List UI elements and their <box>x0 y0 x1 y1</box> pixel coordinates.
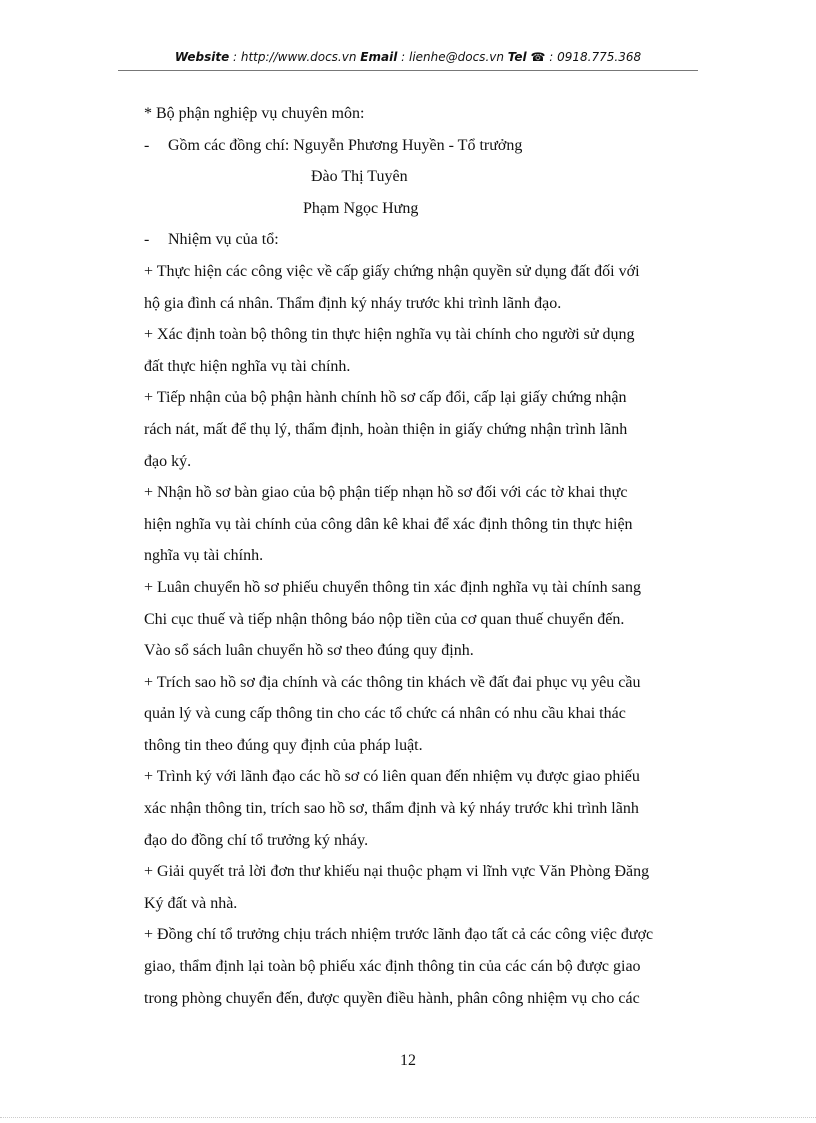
text-line: Ký đất và nhà. <box>144 894 238 912</box>
section-heading: * Bộ phận nghiệp vụ chuyên môn: <box>144 105 365 122</box>
dash-bullet: - <box>144 136 150 154</box>
text-line: + Nhận hồ sơ bàn giao của bộ phận tiếp nhạn hồ sơ đối với các tờ khai thực <box>144 484 628 502</box>
text-line: rách nát, mất để thụ lý, thẩm định, hoàn thiện in giấy chứng nhận trình lãnh <box>144 420 628 438</box>
duties-text <box>144 256 704 1014</box>
header-divider <box>118 70 698 71</box>
text-line: hiện nghĩa vụ tài chính của công dân kê khai để xác định thông tin thực hiện <box>144 515 633 533</box>
text-line: đất thực hiện nghĩa vụ tài chính. <box>144 357 351 375</box>
text-line: thông tin theo đúng quy định của pháp luật. <box>144 736 423 754</box>
text-line: Vào sổ sách luân chuyển hồ sơ theo đúng quy định. <box>144 642 474 660</box>
website-label: Website <box>174 50 230 64</box>
website-value: : http://www.docs.vn <box>229 50 361 64</box>
duties-item <box>144 224 704 256</box>
text-line: + Giải quyết trả lời đơn thư khiếu nại thuộc phạm vi lĩnh vực Văn Phòng Đăng <box>144 863 650 881</box>
page-number: 12 <box>400 1052 416 1069</box>
text-line: trong phòng chuyển đến, được quyền điều hành, phân công nhiệm vụ cho các <box>144 989 640 1007</box>
email-value: : lienhe@docs.vn <box>397 50 508 64</box>
text-line: nghĩa vụ tài chính. <box>144 547 264 565</box>
text-line: + Luân chuyển hồ sơ phiếu chuyển thông tin xác định nghĩa vụ tài chính sang <box>144 578 641 596</box>
text-line: + Thực hiện các công việc về cấp giấy chứng nhận quyền sử dụng đất đối với <box>144 262 640 280</box>
phone-icon: ☎ <box>530 50 546 64</box>
email-label: Email <box>360 50 398 64</box>
member-name: Đào Thị Tuyên <box>311 168 408 186</box>
text-line: hộ gia đình cá nhân. Thẩm định ký nháy trước khi trình lãnh đạo. <box>144 294 562 312</box>
text-line: quản lý và cung cấp thông tin cho các tổ chức cá nhân có nhu cầu khai thác <box>144 705 626 723</box>
page-header <box>118 50 698 64</box>
member-name: Phạm Ngọc Hưng <box>303 199 419 217</box>
dash-bullet: - <box>144 231 150 249</box>
tel-label: Tel <box>507 50 527 64</box>
document-body <box>144 98 704 1014</box>
text-line: + Xác định toàn bộ thông tin thực hiện nghĩa vụ tài chính cho người sử dụng <box>144 326 635 344</box>
text-line: + Đồng chí tổ trưởng chịu trách nhiệm trước lãnh đạo tất cả các công việc được <box>144 926 654 944</box>
members-intro: Gồm các đồng chí: Nguyễn Phương Huyền - Tổ trưởng <box>168 136 523 154</box>
text-line: đạo do đồng chí tổ trưởng ký nháy. <box>144 831 369 849</box>
text-line: giao, thẩm định lại toàn bộ phiếu xác định thông tin của các cán bộ được giao <box>144 958 641 976</box>
text-line: + Trích sao hồ sơ địa chính và các thông tin khách về đất đai phục vụ yêu cầu <box>144 673 641 691</box>
text-line: + Trình ký với lãnh đạo các hồ sơ có liên quan đến nhiệm vụ được giao phiếu <box>144 768 640 786</box>
members-item <box>144 130 704 162</box>
text-line: xác nhận thông tin, trích sao hồ sơ, thẩm định và ký nháy trước khi trình lãnh <box>144 800 639 818</box>
page-bottom-divider <box>0 1117 816 1118</box>
tel-value: : 0918.775.368 <box>545 50 642 64</box>
duties-heading: Nhiệm vụ của tổ: <box>168 231 279 249</box>
text-line: + Tiếp nhận của bộ phận hành chính hồ sơ cấp đổi, cấp lại giấy chứng nhận <box>144 389 627 407</box>
text-line: đạo ký. <box>144 452 192 470</box>
text-line: Chi cục thuế và tiếp nhận thông báo nộp tiền của cơ quan thuế chuyển đến. <box>144 610 625 628</box>
